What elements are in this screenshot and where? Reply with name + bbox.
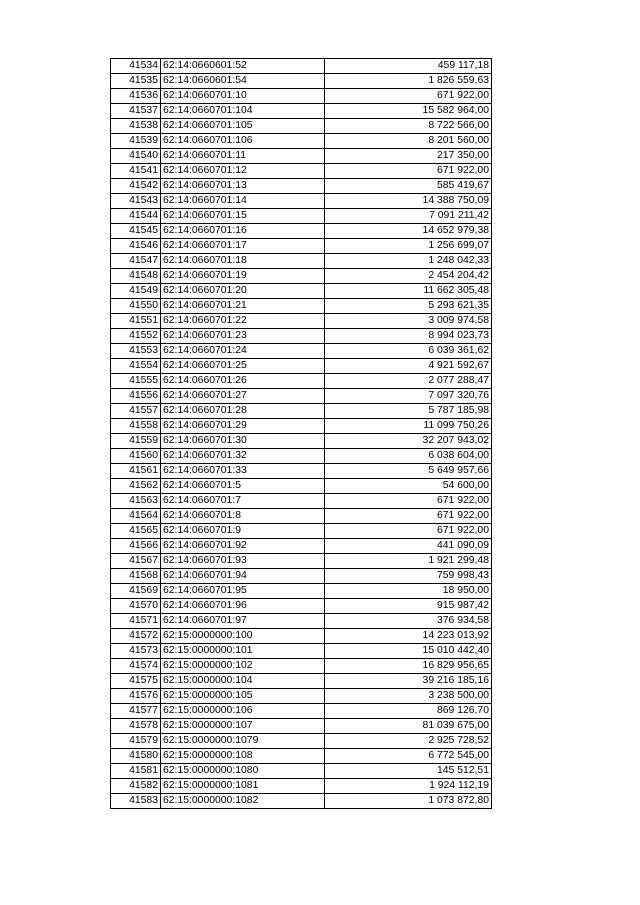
cadastral-value-cell: 759 998,43 [325,569,492,584]
table-row [111,104,492,119]
cadastral-number-cell: 62:14:0660701:94 [161,569,325,584]
cadastral-value-cell: 2 454 204,42 [325,269,492,284]
cadastral-value-cell: 5 649 957,66 [325,464,492,479]
row-number-cell: 41560 [111,449,161,464]
table-row [111,449,492,464]
row-number-cell: 41535 [111,74,161,89]
row-number-cell: 41572 [111,629,161,644]
cadastral-number-cell: 62:14:0660701:32 [161,449,325,464]
cadastral-value-cell: 1 248 042,33 [325,254,492,269]
cadastral-number-cell: 62:14:0660601:52 [161,59,325,74]
cadastral-value-cell: 915 987,42 [325,599,492,614]
row-number-cell: 41571 [111,614,161,629]
table-row [111,539,492,554]
table-row [111,89,492,104]
cadastral-value-cell: 376 934,58 [325,614,492,629]
cadastral-number-cell: 62:14:0660701:12 [161,164,325,179]
cadastral-value-cell: 32 207 943,02 [325,434,492,449]
cadastral-number-cell: 62:15:0000000:100 [161,629,325,644]
row-number-cell: 41552 [111,329,161,344]
table-row [111,599,492,614]
cadastral-value-cell: 16 829 956,65 [325,659,492,674]
row-number-cell: 41573 [111,644,161,659]
table-row [111,674,492,689]
table-row [111,524,492,539]
row-number-cell: 41583 [111,794,161,809]
cadastral-number-cell: 62:14:0660701:8 [161,509,325,524]
cadastral-value-cell: 671 922,00 [325,89,492,104]
cadastral-number-cell: 62:14:0660701:9 [161,524,325,539]
cadastral-value-cell: 54 600,00 [325,479,492,494]
table-row [111,119,492,134]
table-row [111,509,492,524]
row-number-cell: 41580 [111,749,161,764]
table-row [111,644,492,659]
cadastral-number-cell: 62:14:0660701:93 [161,554,325,569]
cadastral-number-cell: 62:14:0660701:17 [161,239,325,254]
table-row [111,749,492,764]
cadastral-number-cell: 62:15:0000000:108 [161,749,325,764]
cadastral-number-cell: 62:14:0660701:16 [161,224,325,239]
cadastral-value-cell: 39 216 185,16 [325,674,492,689]
cadastral-value-cell: 14 223 013,92 [325,629,492,644]
table-row [111,584,492,599]
row-number-cell: 41546 [111,239,161,254]
cadastral-value-cell: 459 117,18 [325,59,492,74]
cadastral-value-cell: 1 073 872,80 [325,794,492,809]
cadastral-number-cell: 62:14:0660701:106 [161,134,325,149]
cadastral-number-cell: 62:15:0000000:1079 [161,734,325,749]
cadastral-value-cell: 1 826 559,63 [325,74,492,89]
cadastral-number-cell: 62:14:0660701:30 [161,434,325,449]
cadastral-number-cell: 62:15:0000000:107 [161,719,325,734]
row-number-cell: 41544 [111,209,161,224]
row-number-cell: 41558 [111,419,161,434]
row-number-cell: 41574 [111,659,161,674]
cadastral-number-cell: 62:14:0660701:19 [161,269,325,284]
cadastral-value-cell: 6 772 545,00 [325,749,492,764]
table-row [111,659,492,674]
row-number-cell: 41564 [111,509,161,524]
cadastral-number-cell: 62:14:0660701:27 [161,389,325,404]
row-number-cell: 41538 [111,119,161,134]
cadastral-value-cell: 14 652 979,38 [325,224,492,239]
cadastral-number-cell: 62:14:0660701:18 [161,254,325,269]
row-number-cell: 41543 [111,194,161,209]
cadastral-number-cell: 62:15:0000000:105 [161,689,325,704]
cadastral-value-cell: 2 077 288,47 [325,374,492,389]
row-number-cell: 41548 [111,269,161,284]
row-number-cell: 41565 [111,524,161,539]
table-row [111,344,492,359]
cadastral-number-cell: 62:14:0660701:26 [161,374,325,389]
cadastral-value-cell: 869 126,70 [325,704,492,719]
row-number-cell: 41556 [111,389,161,404]
table-row [111,779,492,794]
table-row [111,734,492,749]
row-number-cell: 41577 [111,704,161,719]
cadastral-number-cell: 62:14:0660701:15 [161,209,325,224]
cadastral-value-cell: 81 039 675,00 [325,719,492,734]
cadastral-number-cell: 62:14:0660701:25 [161,359,325,374]
cadastral-value-cell: 3 238 500,00 [325,689,492,704]
cadastral-number-cell: 62:14:0660701:105 [161,119,325,134]
cadastral-number-cell: 62:14:0660701:29 [161,419,325,434]
table-row [111,74,492,89]
table-row [111,404,492,419]
cadastral-value-cell: 671 922,00 [325,494,492,509]
table-row [111,704,492,719]
cadastral-number-cell: 62:14:0660701:97 [161,614,325,629]
cadastral-number-cell: 62:15:0000000:1081 [161,779,325,794]
cadastral-number-cell: 62:14:0660701:11 [161,149,325,164]
table-row [111,359,492,374]
cadastral-number-cell: 62:14:0660701:23 [161,329,325,344]
cadastral-value-cell: 1 921 299,48 [325,554,492,569]
table-row [111,719,492,734]
table-row [111,764,492,779]
table-row [111,224,492,239]
row-number-cell: 41582 [111,779,161,794]
cadastral-number-cell: 62:14:0660701:7 [161,494,325,509]
cadastral-value-cell: 1 256 699,07 [325,239,492,254]
row-number-cell: 41551 [111,314,161,329]
table-row [111,554,492,569]
cadastral-value-cell: 8 722 566,00 [325,119,492,134]
row-number-cell: 41537 [111,104,161,119]
table-row [111,794,492,809]
cadastral-value-cell: 5 787 185,98 [325,404,492,419]
table-row [111,569,492,584]
table-row [111,194,492,209]
table-row [111,479,492,494]
cadastral-value-cell: 8 994 023,73 [325,329,492,344]
table-row [111,299,492,314]
table-row [111,59,492,74]
row-number-cell: 41578 [111,719,161,734]
cadastral-number-cell: 62:14:0660701:14 [161,194,325,209]
cadastral-value-cell: 8 201 560,00 [325,134,492,149]
row-number-cell: 41557 [111,404,161,419]
row-number-cell: 41539 [111,134,161,149]
table-row [111,464,492,479]
table-row [111,389,492,404]
table-row [111,209,492,224]
cadastral-value-cell: 4 921 592,67 [325,359,492,374]
cadastral-number-cell: 62:15:0000000:1080 [161,764,325,779]
cadastral-value-cell: 441 090,09 [325,539,492,554]
cadastral-number-cell: 62:14:0660701:104 [161,104,325,119]
row-number-cell: 41576 [111,689,161,704]
table-row [111,239,492,254]
cadastral-number-cell: 62:14:0660701:10 [161,89,325,104]
row-number-cell: 41559 [111,434,161,449]
table-row [111,689,492,704]
row-number-cell: 41561 [111,464,161,479]
cadastral-value-cell: 7 091 211,42 [325,209,492,224]
cadastral-number-cell: 62:15:0000000:102 [161,659,325,674]
cadastral-number-cell: 62:14:0660701:92 [161,539,325,554]
cadastral-value-cell: 3 009 974,58 [325,314,492,329]
table-row [111,329,492,344]
table-body [111,59,492,809]
cadastral-number-cell: 62:14:0660701:5 [161,479,325,494]
row-number-cell: 41555 [111,374,161,389]
cadastral-value-cell: 1 924 112,19 [325,779,492,794]
cadastral-number-cell: 62:14:0660701:20 [161,284,325,299]
row-number-cell: 41553 [111,344,161,359]
row-number-cell: 41554 [111,359,161,374]
cadastral-value-cell: 14 388 750,09 [325,194,492,209]
cadastral-number-cell: 62:14:0660701:13 [161,179,325,194]
row-number-cell: 41547 [111,254,161,269]
table-row [111,629,492,644]
row-number-cell: 41541 [111,164,161,179]
cadastral-value-cell: 15 582 964,00 [325,104,492,119]
cadastral-number-cell: 62:15:0000000:1082 [161,794,325,809]
row-number-cell: 41534 [111,59,161,74]
cadastral-number-cell: 62:14:0660701:24 [161,344,325,359]
table-row [111,434,492,449]
cadastral-value-cell: 671 922,00 [325,164,492,179]
row-number-cell: 41545 [111,224,161,239]
row-number-cell: 41567 [111,554,161,569]
table-row [111,179,492,194]
row-number-cell: 41581 [111,764,161,779]
table-row [111,419,492,434]
row-number-cell: 41562 [111,479,161,494]
row-number-cell: 41566 [111,539,161,554]
table-row [111,269,492,284]
cadastral-number-cell: 62:14:0660701:33 [161,464,325,479]
row-number-cell: 41542 [111,179,161,194]
cadastral-number-cell: 62:14:0660701:21 [161,299,325,314]
cadastral-value-cell: 585 419,67 [325,179,492,194]
cadastral-value-cell: 18 950,00 [325,584,492,599]
cadastral-number-cell: 62:15:0000000:104 [161,674,325,689]
cadastral-value-cell: 11 662 305,48 [325,284,492,299]
row-number-cell: 41540 [111,149,161,164]
row-number-cell: 41569 [111,584,161,599]
cadastral-value-cell: 11 099 750,26 [325,419,492,434]
cadastral-number-cell: 62:14:0660701:22 [161,314,325,329]
cadastral-number-cell: 62:14:0660701:96 [161,599,325,614]
cadastral-value-cell: 671 922,00 [325,524,492,539]
cadastral-number-cell: 62:15:0000000:106 [161,704,325,719]
row-number-cell: 41570 [111,599,161,614]
cadastral-value-cell: 15 010 442,40 [325,644,492,659]
cadastral-number-cell: 62:15:0000000:101 [161,644,325,659]
row-number-cell: 41550 [111,299,161,314]
cadastral-value-cell: 5 293 621,35 [325,299,492,314]
cadastral-number-cell: 62:14:0660701:28 [161,404,325,419]
cadastral-value-cell: 6 038 604,00 [325,449,492,464]
cadastral-number-cell: 62:14:0660701:95 [161,584,325,599]
table-row [111,149,492,164]
row-number-cell: 41575 [111,674,161,689]
cadastral-value-cell: 7 097 320,76 [325,389,492,404]
table-row [111,494,492,509]
row-number-cell: 41536 [111,89,161,104]
cadastral-value-cell: 217 350,00 [325,149,492,164]
table-row [111,134,492,149]
table-row [111,374,492,389]
cadastral-value-cell: 145 512,51 [325,764,492,779]
table-row [111,254,492,269]
table-row [111,164,492,179]
cadastral-value-table [110,58,492,809]
cadastral-value-cell: 6 039 361,62 [325,344,492,359]
table-row [111,284,492,299]
cadastral-number-cell: 62:14:0660601:54 [161,74,325,89]
row-number-cell: 41549 [111,284,161,299]
cadastral-value-cell: 671 922,00 [325,509,492,524]
row-number-cell: 41563 [111,494,161,509]
table-row [111,614,492,629]
row-number-cell: 41579 [111,734,161,749]
row-number-cell: 41568 [111,569,161,584]
cadastral-value-cell: 2 925 728,52 [325,734,492,749]
table-row [111,314,492,329]
